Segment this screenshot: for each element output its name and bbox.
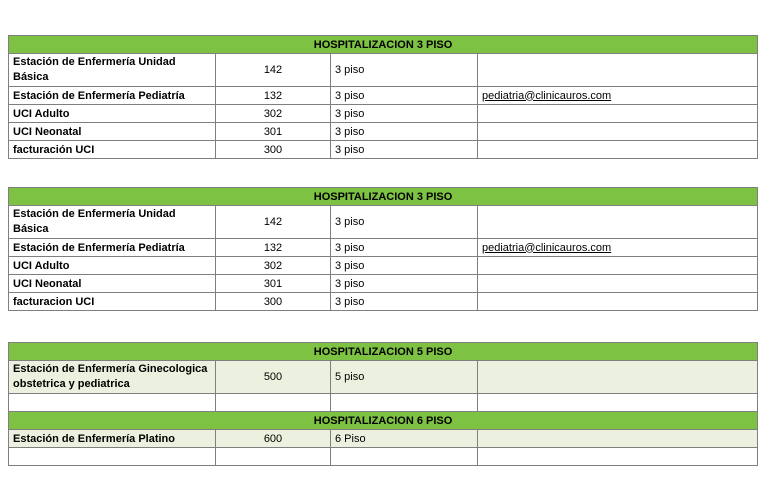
table-row xyxy=(9,257,758,275)
floor: 3 piso xyxy=(331,123,478,141)
section-header: HOSPITALIZACION 3 PISO xyxy=(9,188,758,206)
unit-name: Estación de Enfermería Unidad Básica xyxy=(9,54,216,87)
email xyxy=(478,430,758,448)
email-link[interactable] xyxy=(478,275,758,293)
table-row xyxy=(9,430,758,448)
floor: 6 Piso xyxy=(331,430,478,448)
empty-cell xyxy=(9,448,216,466)
section-header: HOSPITALIZACION 5 PISO xyxy=(9,343,758,361)
email xyxy=(478,361,758,394)
table-row xyxy=(9,141,758,159)
extension: 302 xyxy=(216,105,331,123)
empty-cell xyxy=(9,394,216,412)
directory-table-3 xyxy=(8,342,758,466)
floor: 3 piso xyxy=(331,206,478,239)
extension: 300 xyxy=(216,141,331,159)
empty-cell xyxy=(216,448,331,466)
extension: 142 xyxy=(216,54,331,87)
email-link[interactable] xyxy=(478,123,758,141)
empty-cell xyxy=(478,394,758,412)
unit-name: UCI Adulto xyxy=(9,105,216,123)
unit-name: Estación de Enfermería Ginecologica obstetrica y pediatrica xyxy=(9,361,216,394)
empty-cell xyxy=(216,394,331,412)
extension: 301 xyxy=(216,123,331,141)
floor: 5 piso xyxy=(331,361,478,394)
table-row xyxy=(9,275,758,293)
unit-name: Estación de Enfermería Platino xyxy=(9,430,216,448)
email-link[interactable]: pediatria@clinicauros.com xyxy=(478,87,758,105)
email-link[interactable] xyxy=(478,257,758,275)
floor: 3 piso xyxy=(331,87,478,105)
table-row xyxy=(9,54,758,87)
table-row xyxy=(9,87,758,105)
extension: 300 xyxy=(216,293,331,311)
email xyxy=(478,141,758,159)
email-link[interactable] xyxy=(478,105,758,123)
extension: 500 xyxy=(216,361,331,394)
empty-cell xyxy=(331,448,478,466)
unit-name: facturación UCI xyxy=(9,141,216,159)
extension: 142 xyxy=(216,206,331,239)
extension: 132 xyxy=(216,239,331,257)
extension: 132 xyxy=(216,87,331,105)
empty-cell xyxy=(478,448,758,466)
table-row-empty xyxy=(9,448,758,466)
unit-name: UCI Adulto xyxy=(9,257,216,275)
floor: 3 piso xyxy=(331,257,478,275)
unit-name: Estación de Enfermería Unidad Básica xyxy=(9,206,216,239)
table-row xyxy=(9,361,758,394)
table-row xyxy=(9,293,758,311)
unit-name: UCI Neonatal xyxy=(9,275,216,293)
email xyxy=(478,293,758,311)
unit-name: UCI Neonatal xyxy=(9,123,216,141)
extension: 600 xyxy=(216,430,331,448)
table-row xyxy=(9,239,758,257)
floor: 3 piso xyxy=(331,239,478,257)
floor: 3 piso xyxy=(331,141,478,159)
email-link[interactable]: pediatria@clinicauros.com xyxy=(478,239,758,257)
unit-name: Estación de Enfermería Pediatría xyxy=(9,87,216,105)
table-row xyxy=(9,206,758,239)
directory-table-1 xyxy=(8,35,758,159)
section-header: HOSPITALIZACION 6 PISO xyxy=(9,412,758,430)
unit-name: Estación de Enfermería Pediatría xyxy=(9,239,216,257)
floor: 3 piso xyxy=(331,293,478,311)
unit-name: facturacion UCI xyxy=(9,293,216,311)
section-header: HOSPITALIZACION 3 PISO xyxy=(9,36,758,54)
table-row-empty xyxy=(9,394,758,412)
directory-table-2 xyxy=(8,187,758,311)
empty-cell xyxy=(331,394,478,412)
floor: 3 piso xyxy=(331,105,478,123)
extension: 302 xyxy=(216,257,331,275)
floor: 3 piso xyxy=(331,275,478,293)
email xyxy=(478,206,758,239)
email xyxy=(478,54,758,87)
table-row xyxy=(9,105,758,123)
extension: 301 xyxy=(216,275,331,293)
table-row xyxy=(9,123,758,141)
floor: 3 piso xyxy=(331,54,478,87)
